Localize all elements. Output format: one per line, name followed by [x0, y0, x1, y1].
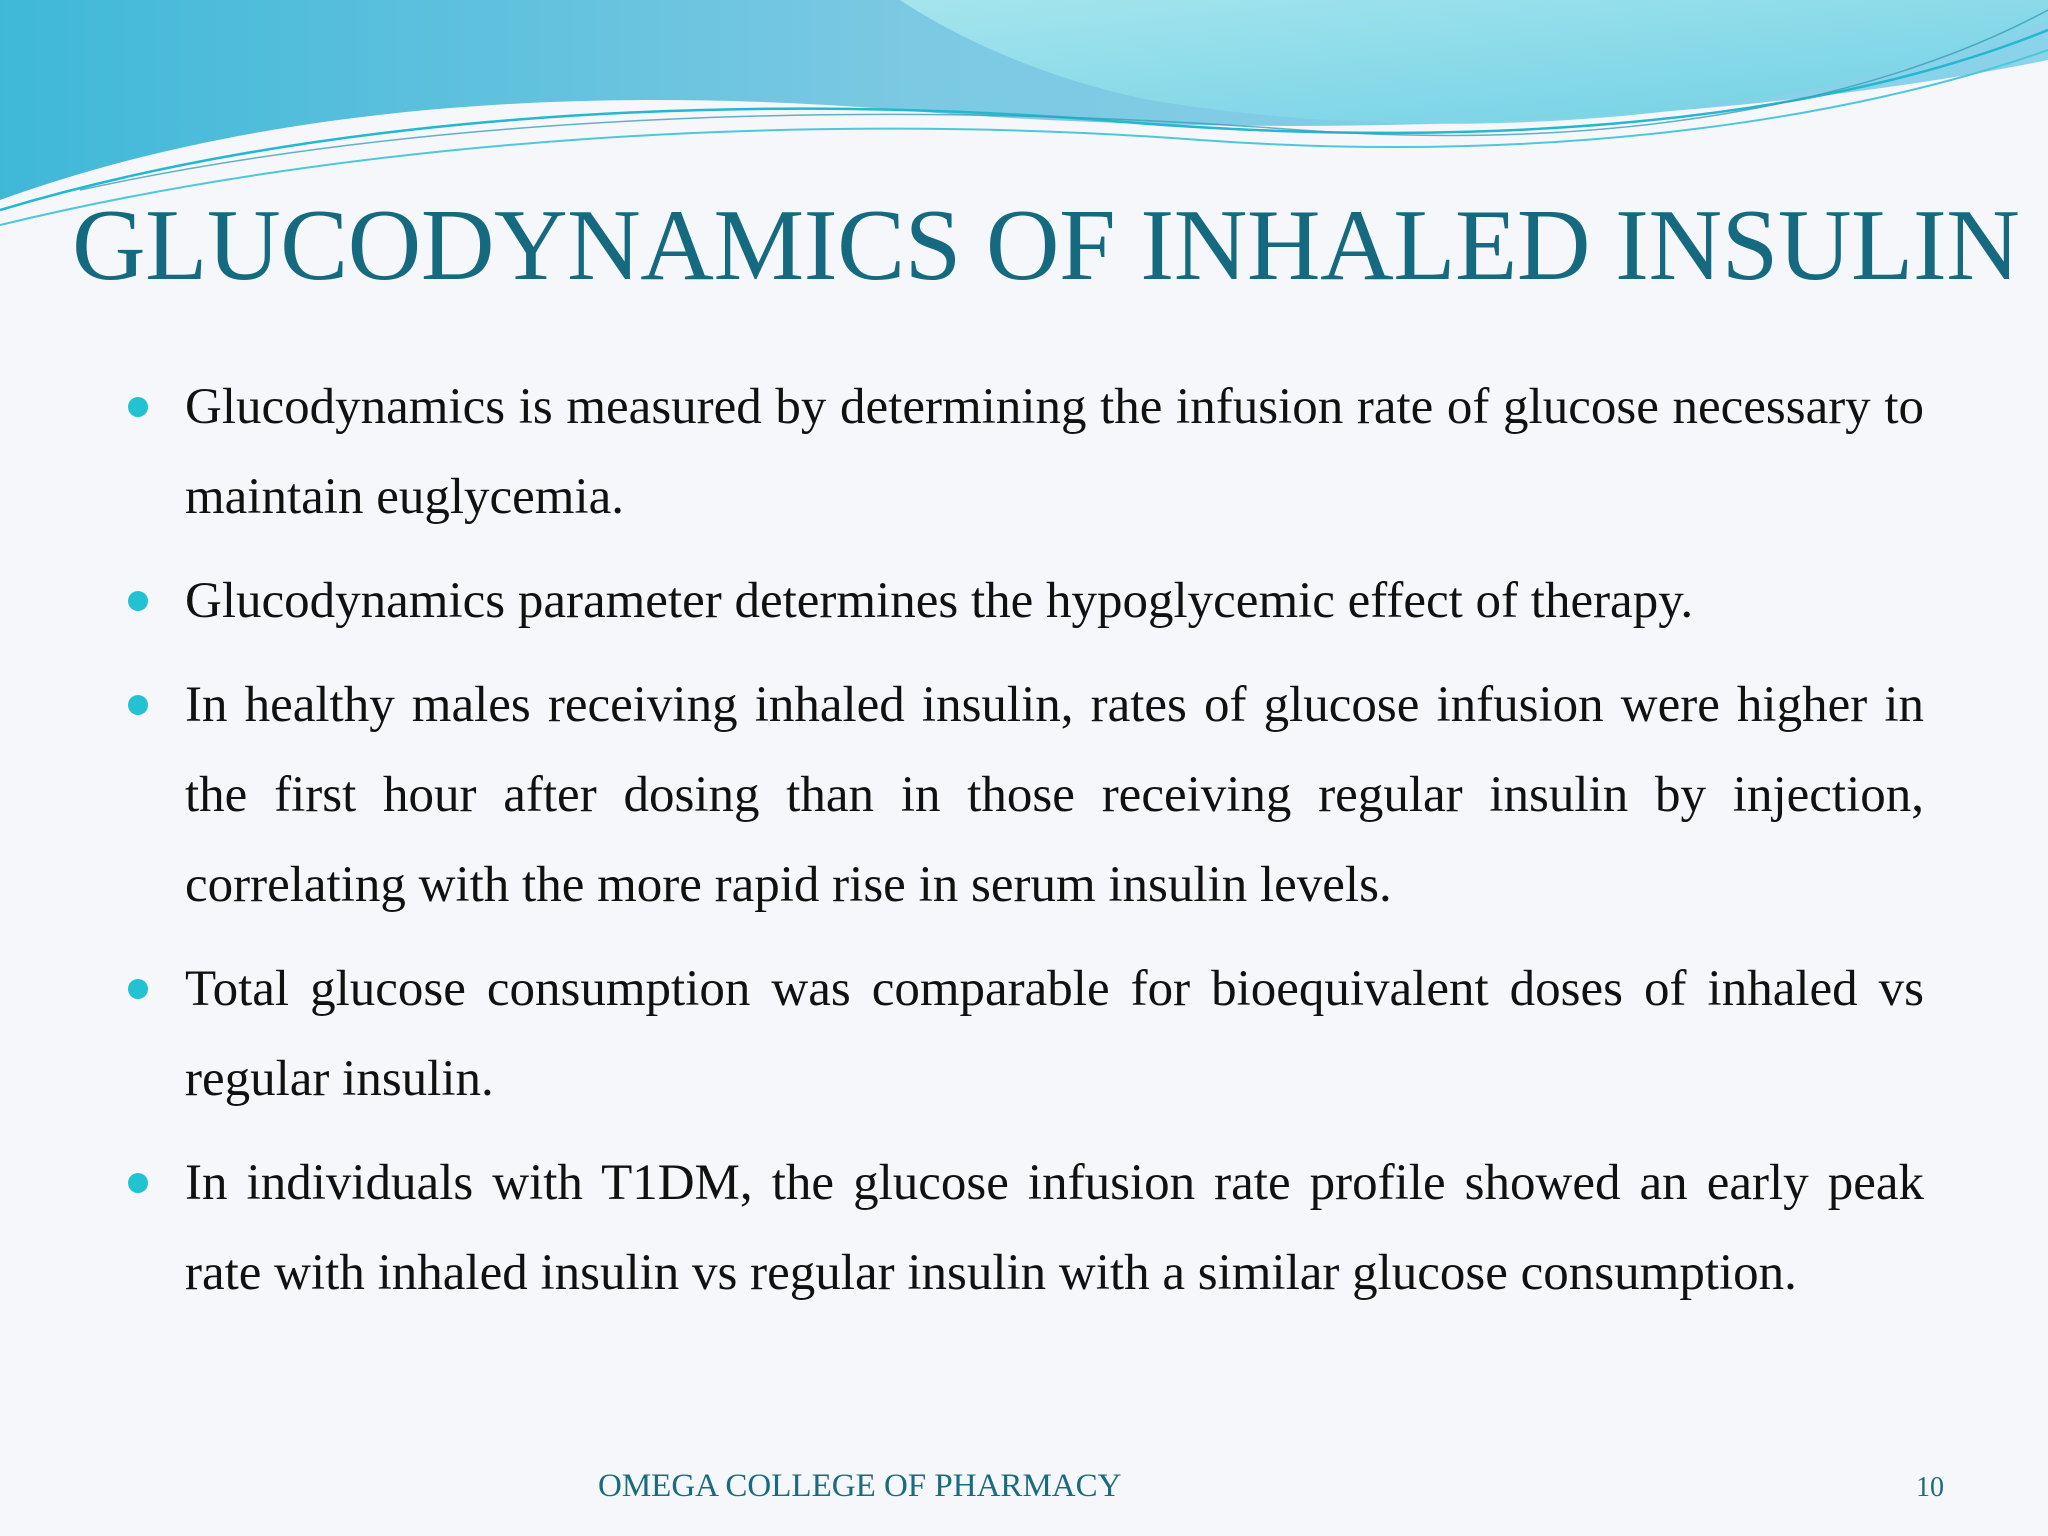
list-item	[128, 556, 1924, 646]
list-item	[128, 660, 1924, 930]
list-item	[128, 944, 1924, 1124]
list-item	[128, 1138, 1924, 1318]
bullet-text: Total glucose consumption was comparable for bioequivalent doses of inhaled vs regular insulin.	[185, 961, 1924, 1107]
bullet-text: In healthy males receiving inhaled insulin, rates of glucose infusion were higher in the first hour after dosing than in those receiving regular insulin by injection, correlating with the more rapid rise in serum insulin levels.	[185, 677, 1924, 913]
bullet-dot-icon	[128, 695, 148, 715]
list-item	[128, 362, 1924, 542]
bullet-text: Glucodynamics is measured by determining the infusion rate of glucose necessary to maintain euglycemia.	[185, 379, 1924, 525]
footer-text: OMEGA COLLEGE OF PHARMACY	[598, 1468, 1122, 1504]
bullet-list	[128, 362, 1924, 1332]
bullet-text: Glucodynamics parameter determines the hypoglycemic effect of therapy.	[185, 573, 1694, 629]
bullet-dot-icon	[128, 397, 148, 417]
bullet-dot-icon	[128, 1173, 148, 1193]
bullet-dot-icon	[128, 591, 148, 611]
slide-title: GLUCODYNAMICS OF INHALED INSULIN	[72, 189, 2020, 302]
slide-number: 10	[1916, 1472, 1944, 1503]
bullet-dot-icon	[128, 979, 148, 999]
bullet-text: In individuals with T1DM, the glucose infusion rate profile showed an early peak rate with inhaled insulin vs regular insulin with a similar glucose consumption.	[185, 1155, 1924, 1301]
